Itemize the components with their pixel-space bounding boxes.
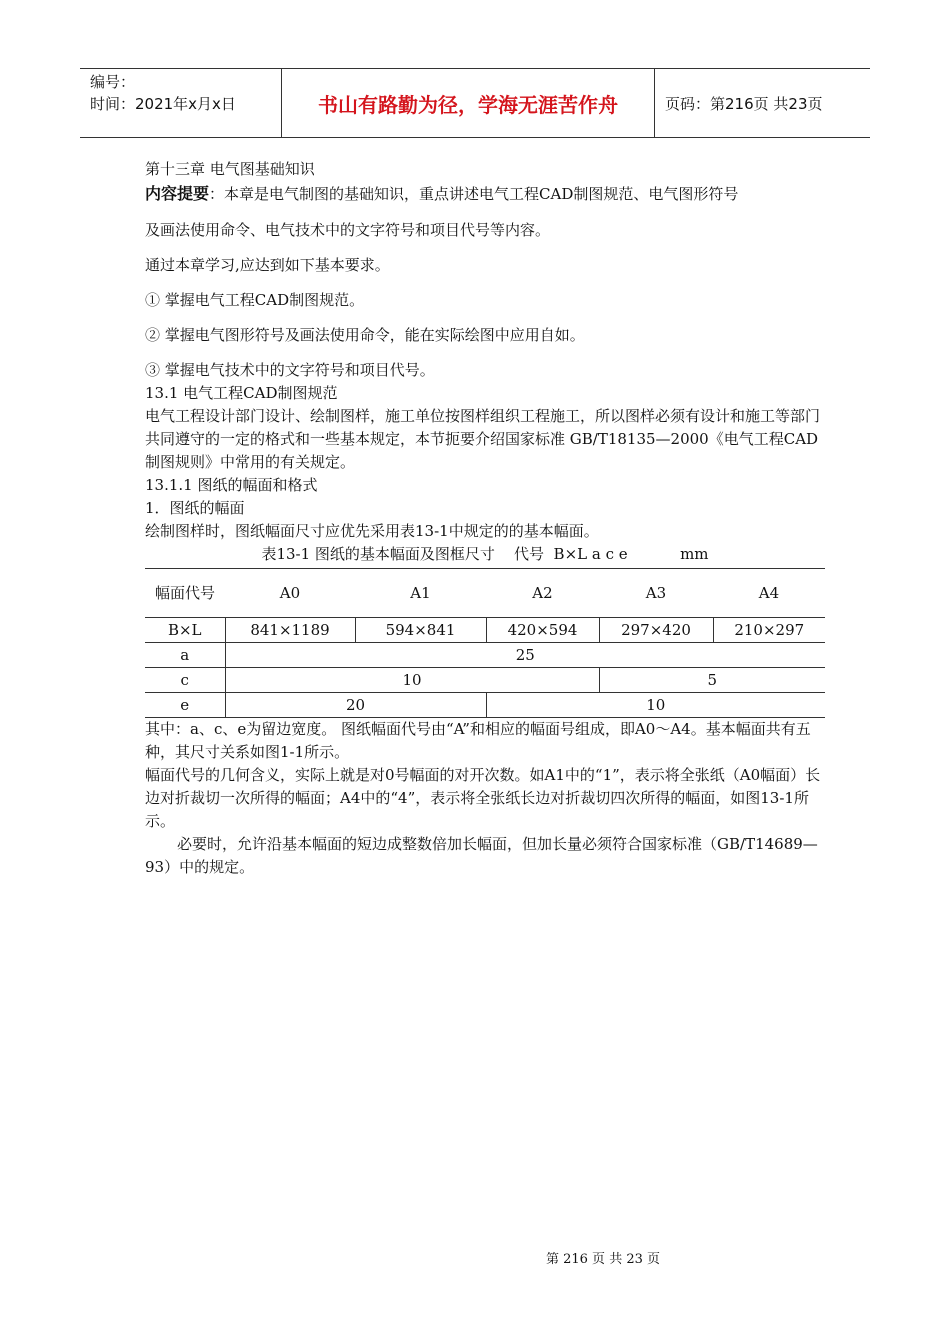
summary-line: [145, 181, 825, 207]
header-motto: 书山有路勤为径，学海无涯苦作舟: [282, 69, 655, 137]
paragraph: 其中：a、c、e为留边宽度。 图纸幅面代号由“A”和相应的幅面号组成，即A0～A4。基本幅面共有五种，其尺寸关系如图1-1所示。: [145, 720, 811, 761]
summary-text-cont: 及画法使用命令、电气技术中的文字符号和项目代号等内容。: [145, 221, 551, 239]
table-cell: 594×841: [355, 618, 486, 643]
paragraph: 绘制图样时，图纸幅面尺寸应优先采用表13-1中规定的的基本幅面。: [145, 522, 599, 540]
paragraph: 必要时，允许沿基本幅面的短边成整数倍加长幅面，但加长量必须符合国家标准（GB/T14689—93）中的规定。: [145, 835, 818, 876]
paragraph: 幅面代号的几何含义，实际上就是对0号幅面的对开次数。如A1中的“1”，表示将全张纸（A0幅面）长边对折裁切一次所得的幅面；A4中的“4”，表示将全张纸长边对折裁切四次所得的幅面，如图13-1所示。: [145, 766, 821, 830]
summary-text: ：本章是电气制图的基础知识，重点讲述电气工程CAD制图规范、电气图形符号: [209, 185, 739, 203]
summary-label: 内容提要: [145, 184, 210, 203]
header-meta: [80, 69, 282, 137]
table-cell: 10: [486, 693, 825, 718]
table-row: [145, 668, 825, 693]
table-cell: 420×594: [486, 618, 599, 643]
header-date-label: 时间：2021年x月x日: [90, 95, 236, 113]
table-cell: 20: [225, 693, 486, 718]
section-heading-13-1: 13.1 电气工程CAD制图规范: [145, 384, 338, 402]
table-col-header: A4: [713, 569, 825, 618]
header-number-label: 编号：: [90, 73, 136, 91]
table-col-header: A0: [225, 569, 355, 618]
table-row: [145, 693, 825, 718]
footer-page-number: 第 216 页 共 23 页: [545, 1252, 661, 1267]
paragraph: 电气工程设计部门设计、绘制图样，施工单位按图样组织工程施工，所以图样必须有设计和施工等部门共同遵守的一定的格式和一些基本规定，本节扼要介绍国家标准 GB/T18135—2000《电气工程CAD制图规则》中常用的有关规定。: [145, 407, 821, 471]
header-page-label: 页码：第216页 共23页: [665, 94, 823, 113]
table-row-label: e: [145, 693, 225, 718]
requirement-item: ① 掌握电气工程CAD制图规范。: [145, 291, 365, 309]
table-cell: 10: [225, 668, 599, 693]
document-body: [145, 158, 825, 879]
table-col-header: A3: [599, 569, 713, 618]
table-row-label: B×L: [145, 618, 225, 643]
item-heading: 1．图纸的幅面: [145, 499, 245, 517]
table-caption: 表13-1 图纸的基本幅面及图框尺寸 代号 B×L a c e mm: [261, 545, 709, 563]
table-col-header: A1: [355, 569, 486, 618]
table-cell: 841×1189: [225, 618, 355, 643]
table-cell: 210×297: [713, 618, 825, 643]
table-row-label: c: [145, 668, 225, 693]
paper-size-table: [145, 568, 825, 718]
table-header-label: 幅面代号: [145, 569, 225, 618]
table-row: [145, 643, 825, 668]
requirement-item: ③ 掌握电气技术中的文字符号和项目代号。: [145, 361, 435, 379]
table-row: [145, 618, 825, 643]
table-cell: 297×420: [599, 618, 713, 643]
table-row: [145, 569, 825, 618]
page-footer: [0, 1248, 950, 1267]
table-row-label: a: [145, 643, 225, 668]
table-cell: 5: [599, 668, 825, 693]
table-cell: 25: [225, 643, 825, 668]
requirements-intro: 通过本章学习,应达到如下基本要求。: [145, 256, 390, 274]
requirement-item: ② 掌握电气图形符号及画法使用命令，能在实际绘图中应用自如。: [145, 326, 585, 344]
document-header: [80, 68, 870, 138]
table-col-header: A2: [486, 569, 599, 618]
section-heading-13-1-1: 13.1.1 图纸的幅面和格式: [145, 476, 318, 494]
chapter-title: 第十三章 电气图基础知识: [145, 160, 315, 178]
